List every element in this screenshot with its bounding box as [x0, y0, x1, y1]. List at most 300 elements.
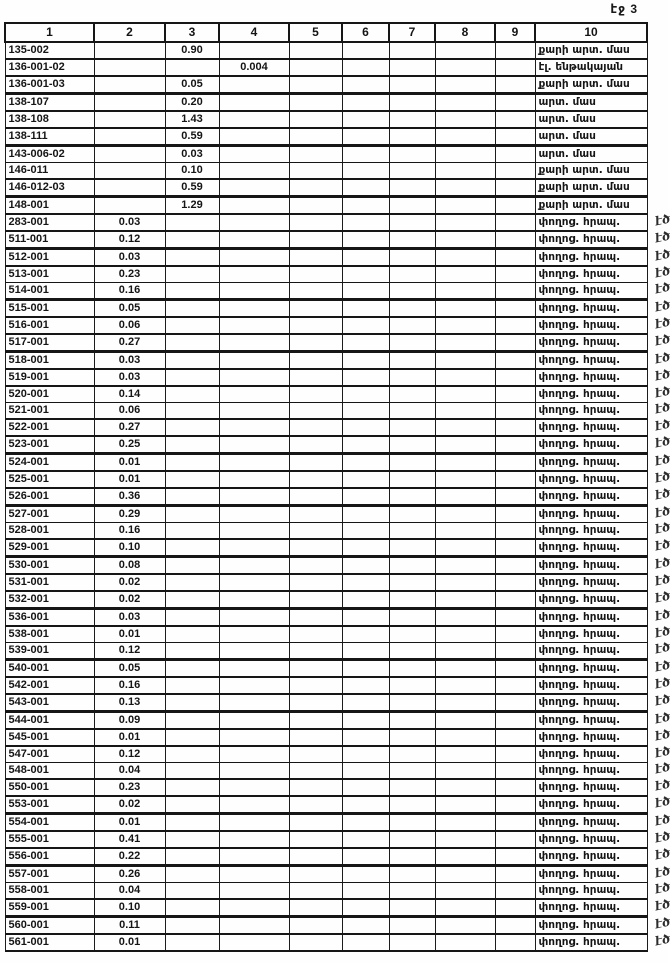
- desc-cell: փողոց. հրապ. էծ: [535, 746, 647, 763]
- value-cell: 0.02: [94, 591, 165, 609]
- value-cell: [389, 609, 435, 627]
- table-row: [5, 712, 647, 730]
- value-cell: [495, 369, 535, 386]
- value-cell: [435, 403, 495, 420]
- table-row: [5, 76, 647, 94]
- value-cell: [289, 677, 342, 694]
- handwritten-mark: էծ: [653, 743, 672, 761]
- value-cell: [342, 146, 389, 163]
- value-cell: 0.23: [94, 266, 165, 283]
- value-cell: [289, 831, 342, 848]
- value-cell: [342, 488, 389, 506]
- value-cell: [342, 643, 389, 660]
- desc-cell: փողոց. հրապ. էծ: [535, 934, 647, 951]
- value-cell: [289, 111, 342, 128]
- value-cell: [495, 609, 535, 627]
- value-cell: 0.10: [94, 899, 165, 917]
- value-cell: 0.10: [94, 539, 165, 557]
- value-cell: [219, 249, 289, 267]
- value-cell: 0.27: [94, 334, 165, 352]
- value-cell: 0.11: [94, 917, 165, 935]
- value-cell: [94, 94, 165, 112]
- table-row: [5, 146, 647, 163]
- value-cell: [342, 94, 389, 112]
- value-cell: [389, 231, 435, 249]
- value-cell: [219, 539, 289, 557]
- desc-cell: քարի արտ. մաս: [535, 179, 647, 197]
- value-cell: [389, 848, 435, 866]
- value-cell: [435, 729, 495, 746]
- value-cell: [289, 796, 342, 814]
- value-cell: 0.23: [94, 779, 165, 796]
- code-cell: 544-001: [5, 712, 94, 730]
- desc-cell: փողոց. հրապ. էծ: [535, 557, 647, 575]
- value-cell: [94, 59, 165, 76]
- value-cell: [342, 179, 389, 197]
- value-cell: [289, 334, 342, 352]
- code-cell: 135-002: [5, 42, 94, 59]
- value-cell: [435, 523, 495, 540]
- value-cell: [289, 574, 342, 591]
- value-cell: [219, 917, 289, 935]
- code-cell: 524-001: [5, 454, 94, 472]
- value-cell: [495, 59, 535, 76]
- value-cell: [495, 643, 535, 660]
- value-cell: [389, 729, 435, 746]
- value-cell: 0.03: [94, 352, 165, 370]
- handwritten-mark: էծ: [653, 931, 672, 949]
- value-cell: [94, 197, 165, 215]
- value-cell: [435, 796, 495, 814]
- handwritten-mark: էծ: [653, 657, 672, 675]
- value-cell: [165, 746, 219, 763]
- code-cell: 538-001: [5, 626, 94, 643]
- code-cell: 548-001: [5, 763, 94, 780]
- value-cell: 0.25: [94, 436, 165, 454]
- table-row: [5, 352, 647, 370]
- desc-cell: փողոց. հրապ. էծ: [535, 814, 647, 832]
- value-cell: [219, 352, 289, 370]
- value-cell: [435, 677, 495, 694]
- table-row: [5, 763, 647, 780]
- value-cell: [289, 917, 342, 935]
- value-cell: [165, 557, 219, 575]
- table-row: [5, 179, 647, 197]
- value-cell: [289, 471, 342, 488]
- value-cell: [165, 334, 219, 352]
- value-cell: 1.29: [165, 197, 219, 215]
- desc-cell: փողոց. հրապ. էծ: [535, 848, 647, 866]
- value-cell: [165, 934, 219, 951]
- value-cell: [389, 352, 435, 370]
- handwritten-mark: էծ: [653, 297, 672, 315]
- value-cell: [219, 643, 289, 660]
- desc-cell: էլ. ենթակայան: [535, 59, 647, 76]
- value-cell: [94, 42, 165, 59]
- value-cell: [495, 591, 535, 609]
- value-cell: [165, 574, 219, 591]
- desc-cell: փողոց. հրապ. էծ: [535, 831, 647, 848]
- value-cell: [219, 179, 289, 197]
- value-cell: [219, 146, 289, 163]
- code-cell: 523-001: [5, 436, 94, 454]
- value-cell: [165, 763, 219, 780]
- table-row: [5, 454, 647, 472]
- value-cell: [435, 643, 495, 660]
- value-cell: [495, 814, 535, 832]
- value-cell: [219, 609, 289, 627]
- value-cell: [342, 796, 389, 814]
- desc-cell: փողոց. հրապ. էծ: [535, 643, 647, 660]
- handwritten-mark: էծ: [653, 726, 672, 744]
- handwritten-mark: էծ: [653, 263, 672, 281]
- value-cell: [495, 848, 535, 866]
- value-cell: [342, 231, 389, 249]
- code-cell: 557-001: [5, 866, 94, 883]
- value-cell: [219, 386, 289, 403]
- value-cell: [435, 436, 495, 454]
- handwritten-mark: էծ: [653, 211, 672, 229]
- handwritten-mark: էծ: [653, 503, 672, 521]
- value-cell: [435, 163, 495, 180]
- value-cell: [389, 214, 435, 231]
- value-cell: 0.01: [94, 626, 165, 643]
- desc-cell: փողոց. հրապ. էծ: [535, 712, 647, 730]
- value-cell: [165, 249, 219, 267]
- value-cell: [165, 317, 219, 334]
- table-row: [5, 866, 647, 883]
- value-cell: [219, 779, 289, 796]
- handwritten-mark: էծ: [653, 776, 672, 794]
- value-cell: [289, 643, 342, 660]
- value-cell: [165, 917, 219, 935]
- value-cell: [342, 334, 389, 352]
- desc-cell: քարի արտ. մաս: [535, 197, 647, 215]
- code-cell: 515-001: [5, 300, 94, 318]
- desc-cell: փողոց. հրապ. էծ: [535, 454, 647, 472]
- value-cell: [289, 729, 342, 746]
- value-cell: [342, 746, 389, 763]
- code-cell: 519-001: [5, 369, 94, 386]
- code-cell: 554-001: [5, 814, 94, 832]
- value-cell: [342, 557, 389, 575]
- value-cell: [342, 419, 389, 436]
- value-cell: [495, 214, 535, 231]
- value-cell: [435, 574, 495, 591]
- desc-cell: փողոց. հրապ. էծ: [535, 866, 647, 883]
- handwritten-mark: էծ: [653, 314, 672, 332]
- value-cell: [342, 436, 389, 454]
- value-cell: [342, 352, 389, 370]
- desc-cell: փողոց. հրապ. էծ: [535, 609, 647, 627]
- desc-cell: փողոց. հրապ. էծ: [535, 883, 647, 900]
- table-row: [5, 369, 647, 386]
- value-cell: [435, 626, 495, 643]
- desc-cell: արտ. մաս: [535, 128, 647, 146]
- value-cell: [219, 694, 289, 712]
- value-cell: [289, 352, 342, 370]
- value-cell: [495, 677, 535, 694]
- value-cell: [342, 163, 389, 180]
- code-cell: 138-107: [5, 94, 94, 112]
- value-cell: 0.12: [94, 746, 165, 763]
- value-cell: [495, 334, 535, 352]
- value-cell: [495, 42, 535, 59]
- value-cell: [219, 831, 289, 848]
- table-row: [5, 917, 647, 935]
- desc-cell: փողոց. հրապ. էծ: [535, 796, 647, 814]
- handwritten-mark: էծ: [653, 228, 672, 246]
- table-row: [5, 197, 647, 215]
- value-cell: [389, 94, 435, 112]
- value-cell: [389, 934, 435, 951]
- handwritten-mark: էծ: [653, 485, 672, 503]
- value-cell: [342, 626, 389, 643]
- handwritten-mark: էծ: [653, 468, 672, 486]
- value-cell: [289, 763, 342, 780]
- table-body: [5, 42, 672, 951]
- table-row: [5, 300, 647, 318]
- value-cell: [389, 660, 435, 678]
- value-cell: [435, 591, 495, 609]
- desc-cell: փողոց. հրապ. էծ: [535, 249, 647, 267]
- table-row: [5, 386, 647, 403]
- value-cell: [219, 591, 289, 609]
- value-cell: [342, 694, 389, 712]
- code-cell: 517-001: [5, 334, 94, 352]
- value-cell: [289, 591, 342, 609]
- value-cell: [495, 471, 535, 488]
- value-cell: 0.02: [94, 796, 165, 814]
- code-cell: 530-001: [5, 557, 94, 575]
- value-cell: [389, 146, 435, 163]
- value-cell: [389, 369, 435, 386]
- desc-cell: արտ. մաս: [535, 94, 647, 112]
- value-cell: [389, 883, 435, 900]
- column-header: 3: [165, 23, 219, 42]
- value-cell: 0.14: [94, 386, 165, 403]
- handwritten-mark: էծ: [653, 519, 672, 537]
- value-cell: 0.90: [165, 42, 219, 59]
- value-cell: [495, 386, 535, 403]
- value-cell: [435, 917, 495, 935]
- value-cell: [435, 128, 495, 146]
- table-row: [5, 643, 647, 660]
- value-cell: [435, 369, 495, 386]
- desc-cell: փողոց. հրապ. էծ: [535, 436, 647, 454]
- code-cell: 136-001-02: [5, 59, 94, 76]
- code-cell: 514-001: [5, 283, 94, 300]
- value-cell: [435, 454, 495, 472]
- desc-cell: փողոց. հրապ. էծ: [535, 626, 647, 643]
- value-cell: [495, 539, 535, 557]
- value-cell: [289, 539, 342, 557]
- desc-cell: քարի արտ. մաս: [535, 42, 647, 59]
- value-cell: [435, 76, 495, 94]
- code-cell: 561-001: [5, 934, 94, 951]
- handwritten-mark: էծ: [653, 536, 672, 554]
- value-cell: 0.59: [165, 179, 219, 197]
- value-cell: [495, 300, 535, 318]
- desc-cell: փողոց. հրապ. էծ: [535, 231, 647, 249]
- value-cell: [219, 300, 289, 318]
- value-cell: [389, 266, 435, 283]
- value-cell: [435, 283, 495, 300]
- value-cell: [289, 660, 342, 678]
- value-cell: [289, 694, 342, 712]
- value-cell: [435, 763, 495, 780]
- value-cell: [435, 831, 495, 848]
- value-cell: [289, 934, 342, 951]
- desc-cell: փողոց. հրապ. էծ: [535, 729, 647, 746]
- value-cell: 0.03: [165, 146, 219, 163]
- value-cell: [219, 934, 289, 951]
- table-row: [5, 471, 647, 488]
- value-cell: [289, 369, 342, 386]
- value-cell: 1.43: [165, 111, 219, 128]
- desc-cell: արտ. մաս: [535, 111, 647, 128]
- code-cell: 513-001: [5, 266, 94, 283]
- value-cell: [94, 111, 165, 128]
- value-cell: [219, 76, 289, 94]
- value-cell: [342, 677, 389, 694]
- value-cell: [495, 317, 535, 334]
- value-cell: 0.27: [94, 419, 165, 436]
- value-cell: 0.01: [94, 454, 165, 472]
- value-cell: 0.06: [94, 403, 165, 420]
- value-cell: [342, 214, 389, 231]
- handwritten-mark: էծ: [653, 383, 672, 401]
- value-cell: [219, 574, 289, 591]
- value-cell: [495, 660, 535, 678]
- value-cell: [289, 76, 342, 94]
- value-cell: [342, 197, 389, 215]
- value-cell: [165, 266, 219, 283]
- value-cell: [289, 712, 342, 730]
- value-cell: [435, 694, 495, 712]
- value-cell: [495, 419, 535, 436]
- value-cell: [495, 179, 535, 197]
- value-cell: [495, 436, 535, 454]
- desc-cell: փողոց. հրապ. էծ: [535, 419, 647, 436]
- handwritten-mark: էծ: [653, 451, 672, 469]
- value-cell: [289, 814, 342, 832]
- value-cell: 0.05: [94, 300, 165, 318]
- value-cell: [495, 352, 535, 370]
- value-cell: [342, 76, 389, 94]
- handwritten-mark: էծ: [653, 588, 672, 606]
- handwritten-mark: էծ: [653, 416, 672, 434]
- value-cell: 0.02: [94, 574, 165, 591]
- value-cell: [342, 831, 389, 848]
- desc-cell: փողոց. հրապ. էծ: [535, 334, 647, 352]
- value-cell: [289, 146, 342, 163]
- value-cell: [289, 249, 342, 267]
- value-cell: [219, 283, 289, 300]
- value-cell: [219, 197, 289, 215]
- value-cell: [342, 386, 389, 403]
- value-cell: [165, 609, 219, 627]
- value-cell: [495, 796, 535, 814]
- column-header: 8: [435, 23, 495, 42]
- value-cell: 0.01: [94, 814, 165, 832]
- table-row: [5, 626, 647, 643]
- value-cell: [165, 729, 219, 746]
- value-cell: [219, 729, 289, 746]
- value-cell: [219, 899, 289, 917]
- value-cell: [342, 763, 389, 780]
- value-cell: [342, 883, 389, 900]
- table-row: [5, 94, 647, 112]
- value-cell: 0.03: [94, 249, 165, 267]
- desc-cell: փողոց. հրապ. էծ: [535, 266, 647, 283]
- value-cell: [165, 231, 219, 249]
- value-cell: [495, 163, 535, 180]
- value-cell: [289, 197, 342, 215]
- value-cell: [289, 848, 342, 866]
- handwritten-mark: էծ: [653, 845, 672, 863]
- value-cell: [342, 454, 389, 472]
- code-cell: 521-001: [5, 403, 94, 420]
- value-cell: [289, 523, 342, 540]
- value-cell: [165, 403, 219, 420]
- value-cell: [495, 266, 535, 283]
- code-cell: 536-001: [5, 609, 94, 627]
- desc-cell: փողոց. հրապ. էծ: [535, 300, 647, 318]
- table-row: [5, 746, 647, 763]
- value-cell: [435, 352, 495, 370]
- value-cell: [165, 866, 219, 883]
- value-cell: [389, 694, 435, 712]
- value-cell: [342, 779, 389, 796]
- table-row: [5, 214, 647, 231]
- value-cell: [389, 471, 435, 488]
- value-cell: [342, 917, 389, 935]
- value-cell: [389, 300, 435, 318]
- value-cell: [435, 266, 495, 283]
- value-cell: [495, 403, 535, 420]
- table-row: [5, 660, 647, 678]
- value-cell: [389, 643, 435, 660]
- value-cell: [289, 300, 342, 318]
- value-cell: 0.16: [94, 677, 165, 694]
- value-cell: [289, 266, 342, 283]
- table-row: [5, 231, 647, 249]
- value-cell: [435, 386, 495, 403]
- value-cell: [389, 763, 435, 780]
- value-cell: [94, 76, 165, 94]
- value-cell: [342, 111, 389, 128]
- column-header: 4: [219, 23, 289, 42]
- value-cell: [165, 626, 219, 643]
- value-cell: [289, 214, 342, 231]
- value-cell: [495, 111, 535, 128]
- value-cell: [435, 899, 495, 917]
- value-cell: [165, 454, 219, 472]
- value-cell: [342, 814, 389, 832]
- value-cell: [165, 352, 219, 370]
- value-cell: [435, 506, 495, 523]
- value-cell: [389, 899, 435, 917]
- table-row: [5, 779, 647, 796]
- handwritten-mark: էծ: [653, 331, 672, 349]
- handwritten-mark: էծ: [653, 246, 672, 264]
- value-cell: [389, 506, 435, 523]
- table-row: [5, 609, 647, 627]
- value-cell: [495, 523, 535, 540]
- handwritten-mark: էծ: [653, 639, 672, 657]
- value-cell: [165, 591, 219, 609]
